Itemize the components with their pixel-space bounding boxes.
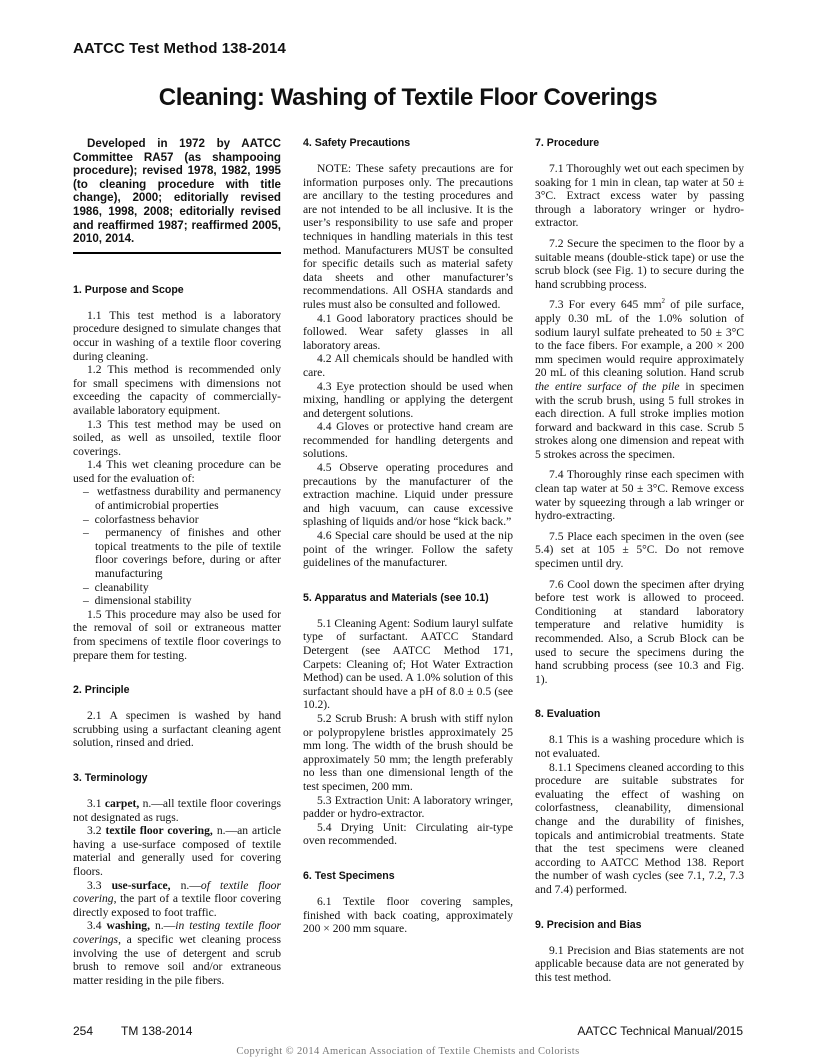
paragraph: 5.3 Extraction Unit: A laboratory wringer, padder or hydro-extractor.: [303, 793, 513, 821]
definition: [73, 797, 281, 824]
def-number: 3.1: [87, 796, 102, 810]
section-heading: 4. Safety Precautions: [303, 137, 411, 149]
paragraph: 1.5 This procedure may also be used for the removal of soil or extraneous matter from specimens of textile floor coverings to prepare them for testing.: [73, 607, 281, 662]
paragraph: 4.4 Gloves or protective hand cream are recommended for handling detergents and solutions.: [303, 420, 513, 461]
definition: [73, 824, 281, 878]
paragraph: 4.5 Observe operating procedures and precautions by the manufacturer of the extraction machine. Liquid under pressure and high vacuum, can cause excessive splashing of liquids and/or hose “kick back.”: [303, 461, 513, 529]
development-history: Developed in 1972 by AATCC Committee RA57 (as shampooing procedure); revised 1978, 1982, 1995 (to cleaning procedure with title change), 2000; editorially revised 1986, 1998, 2008; editorially revised and reaffirmed 1987; reaffirmed 2005, 2010, 2014.: [73, 137, 281, 254]
section-heading: 6. Test Specimens: [303, 869, 395, 882]
section-principle: [73, 684, 281, 750]
def-text: , the part of a textile floor covering directly exposed to foot traffic.: [73, 892, 281, 919]
definition: [73, 919, 281, 987]
term: carpet,: [104, 796, 140, 810]
paragraph: 5.1 Cleaning Agent: Sodium lauryl sulfate type of surfactant. AATCC Standard Detergent (see AATCC Method 171, Carpets: Cleaning of; Hot Water Extraction Method) can be used. A 1.0% solution of this surfactant should have a pH of 8.0 ± 0.5 (see 10.2).: [303, 616, 513, 712]
def-pos: n.—: [180, 878, 201, 892]
paragraph: 4.6 Special care should be used at the nip point of the wringer. Follow the safety guidelines of the manufacturer.: [303, 529, 513, 570]
term: washing,: [106, 919, 150, 933]
list-item: – permanency of finishes and other topical treatments to the pile of textile floor coverings before, during or after manufacturing: [73, 526, 281, 580]
def-text: n.—all textile floor coverings not designated as rugs.: [73, 796, 282, 824]
paragraph: 7.6 Cool down the specimen after drying before test work is allowed to proceed. Conditioning at standard laboratory temperature and relative humidity is recommended. Also, a Scrub Block can be used to secure the specimens during the hand scrubbing process (see 10.3 and Fig. 1).: [535, 577, 744, 686]
section-terminology: [73, 772, 281, 987]
text-run: 7.3 For every 645 mm: [549, 298, 662, 312]
section-test-specimens: [303, 870, 513, 936]
paragraph: 8.1 This is a washing procedure which is not evaluated.: [535, 733, 744, 760]
page-number: 254: [73, 1024, 94, 1038]
section-apparatus-materials: [303, 592, 513, 848]
safety-note: NOTE: These safety precautions are for information purposes only. The precautions are ancillary to the testing procedures and are not intended to be all inclusive. It is the user’s responsibility to use safe and proper techniques in handling materials in this test method. Manufacturers MUST be consulted for specific details such as material safety data sheets and other manufacturer’s recommendations. All OSHA standards and rules must also be consulted and followed.: [303, 162, 513, 311]
paragraph: 7.2 Secure the specimen to the floor by a suitable means (double-stick tape) or use the scrub block (see Fig. 1) to secure during the hand scrubbing process.: [535, 236, 744, 291]
footer-manual: AATCC Technical Manual/2015: [577, 1024, 743, 1038]
def-pos: n.—: [154, 919, 176, 933]
def-context: in testing textile floor coverings: [73, 919, 281, 946]
term: textile floor covering,: [105, 824, 213, 838]
section-procedure: [535, 137, 744, 686]
list-item: – cleanability: [73, 581, 281, 595]
def-number: 3.3: [87, 878, 102, 892]
column-3: [535, 137, 744, 984]
paragraph: 4.1 Good laboratory practices should be followed. Wear safety glasses in all laboratory areas.: [303, 311, 513, 352]
section-heading: 9. Precision and Bias: [535, 918, 642, 931]
section-heading: 2. Principle: [73, 684, 130, 697]
section-heading: 1. Purpose and Scope: [73, 283, 184, 296]
paragraph: 7.4 Thoroughly rinse each specimen with clean tap water at 50 ± 3°C. Remove excess water by squeezing through a lab wringer or hydro-extracting.: [535, 468, 744, 523]
paragraph: 8.1.1 Specimens cleaned according to this procedure are suitable substrates for evaluating the effect of washing on colorfastness, cleanability, dimensional change and the durability of finishes, topicals and antimicrobial treatments. State that the test specimens were cleaned according to AATCC Method 138. Report the number of wash cycles (see 7.1, 7.2, 7.3 and 7.4) performed.: [535, 760, 744, 896]
paragraph: 9.1 Precision and Bias statements are not applicable because data are not generated by this test method.: [535, 943, 744, 984]
paragraph: 2.1 A specimen is washed by hand scrubbing using a surfactant cleaning agent solution, rinsed and dried.: [73, 709, 281, 750]
column-2: [303, 137, 513, 936]
section-heading: 8. Evaluation: [535, 708, 601, 721]
paragraph: [535, 298, 744, 461]
def-text: n.—an article having a use-surface composed of textile material and generally used for covering floors.: [73, 824, 282, 878]
superscript: 2: [661, 297, 666, 306]
section-heading: 7. Procedure: [535, 137, 600, 149]
paragraph: 4.3 Eye protection should be used when mixing, handling or applying the detergent and detergent solutions.: [303, 379, 513, 420]
def-number: 3.2: [87, 824, 102, 838]
section-purpose-scope: [73, 284, 281, 662]
paragraph: 7.5 Place each specimen in the oven (see 5.4) set at 105 ± 5°C. Do not remove specimen until dry.: [535, 529, 744, 571]
text-run: of pile surface, apply 0.30 mL of the 1.0% solution of sodium lauryl sulfate preheated to 50 ± 3°C to the face fibers. For example, a 200 × 200 mm specimen would require approximately 20 mL of this cleaning solution. Hand scrub: [535, 298, 744, 380]
paragraph: 5.4 Drying Unit: Circulating air-type oven recommended.: [303, 820, 513, 848]
footer-method-id: TM 138-2014: [121, 1024, 193, 1038]
paragraph: 1.1 This test method is a laboratory procedure designed to simulate changes that occur in washing of a textile floor covering during cleaning.: [73, 308, 281, 363]
paragraph: 5.2 Scrub Brush: A brush with stiff nylon or polypropylene bristles approximately 25 mm long. The width of the brush should be approximately 50 mm; the length preferably no less than one dimensional length of the test specimen, 200 mm.: [303, 711, 513, 793]
paragraph: 4.2 All chemicals should be handled with care.: [303, 352, 513, 379]
def-number: 3.4: [87, 919, 102, 933]
section-heading: 3. Terminology: [73, 771, 148, 784]
column-1: [73, 137, 281, 987]
section-safety-precautions: [303, 137, 513, 570]
page-title: Cleaning: Washing of Textile Floor Coverings: [158, 84, 658, 111]
running-header: AATCC Test Method 138-2014: [73, 40, 286, 57]
def-text: , a specific wet cleaning process involving the use of detergent and scrub brush to remove soil and/or extraneous matter residing in the pile fibers.: [73, 932, 281, 987]
def-context: of textile floor covering: [73, 878, 281, 906]
list-item: – colorfastness behavior: [73, 513, 281, 527]
paragraph: 1.3 This test method may be used on soiled, as well as unsoiled, textile floor coverings.: [73, 417, 281, 458]
section-heading: 5. Apparatus and Materials (see 10.1): [303, 591, 489, 604]
text-run: in specimen with the scrub brush, using 5 full strokes in each direction. A full stroke implies motion forward and backward in this case. Scrub 5 strokes along one dimension and repeat with 5 strokes across the specimen.: [535, 379, 744, 461]
evaluation-list: [73, 485, 281, 607]
definition: [73, 879, 281, 920]
term: use-surface,: [111, 878, 171, 892]
paragraph: 7.1 Thoroughly wet out each specimen by soaking for 1 min in clean, tap water at 50 ± 3°C. Extract excess water by passing through a laboratory wringer or hydro-extractor.: [535, 162, 744, 230]
list-item: – dimensional stability: [73, 594, 281, 608]
paragraph: 6.1 Textile floor covering samples, finished with back coating, approximately 200 × 200 mm square.: [303, 894, 513, 936]
section-precision-bias: [535, 919, 744, 985]
list-item: – wetfastness durability and permanency of antimicrobial properties: [73, 485, 281, 512]
paragraph: 1.4 This wet cleaning procedure can be used for the evaluation of:: [73, 458, 281, 485]
emphasis: the entire surface of the pile: [535, 379, 680, 393]
section-evaluation: [535, 708, 744, 896]
copyright-notice: Copyright © 2014 American Association of Textile Chemists and Colorists: [236, 1046, 580, 1057]
paragraph: 1.2 This method is recommended only for small specimens with dimensions not exceeding the capacity of commercially-available laboratory equipment.: [73, 363, 281, 417]
